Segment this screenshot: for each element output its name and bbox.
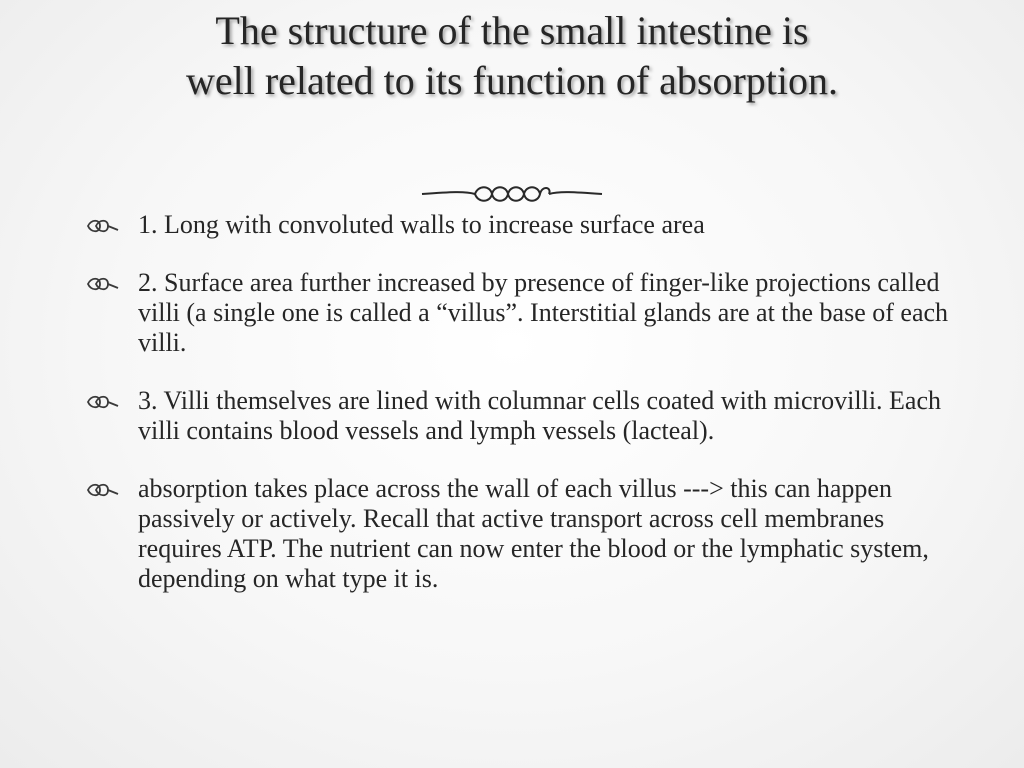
slide-title [40, 6, 984, 106]
bullet-text: 3. Villi themselves are lined with columnar cells coated with microvilli. Each villi contains blood vessels and lymph vessels (lacteal). [138, 386, 942, 445]
bullet-item-1 [86, 210, 956, 240]
bullet-item-2 [86, 268, 956, 358]
bullet-item-3 [86, 386, 956, 446]
bullet-list [86, 210, 956, 594]
title-line-2: well related to its function of absorption. [185, 58, 839, 103]
bullet-item-4 [86, 474, 956, 594]
double-loop-bullet-icon [86, 481, 120, 499]
bullet-text: 2. Surface area further increased by presence of finger-like projections called villi (a single one is called a “villus”. Interstitial glands are at the base of each villi. [138, 268, 949, 357]
double-loop-bullet-icon [86, 393, 120, 411]
bullet-text: 1. Long with convoluted walls to increase surface area [138, 210, 705, 239]
double-loop-bullet-icon [86, 275, 120, 293]
scroll-flourish-icon [420, 181, 604, 207]
bullet-text: absorption takes place across the wall of each villus ---> this can happen passively or actively. Recall that active transport across cell membranes requires ATP. The nutrient can now enter the blood or the lymphatic system, depending on what type it is. [138, 474, 929, 593]
title-line-1: The structure of the small intestine is [215, 8, 809, 53]
double-loop-bullet-icon [86, 217, 120, 235]
